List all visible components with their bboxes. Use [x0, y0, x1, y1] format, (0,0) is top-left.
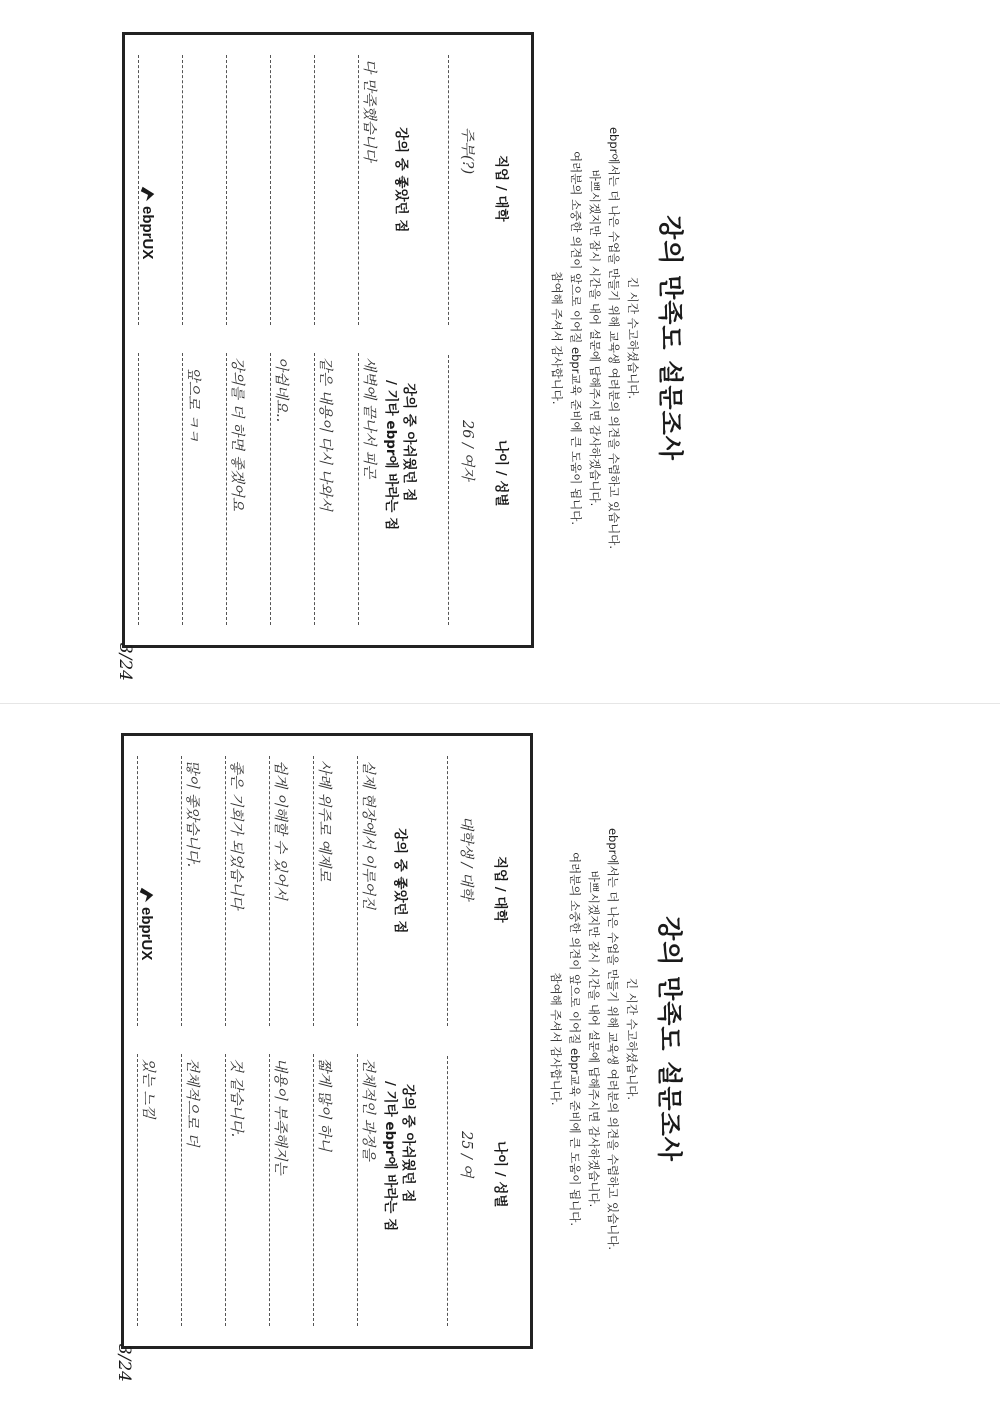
bad-handwritten-line: 전체적인 과정을 — [360, 1058, 376, 1161]
age-label: 나이 / 성별 — [492, 1141, 508, 1208]
bad-answer-line — [138, 353, 139, 625]
good-handwritten-line: 많이 좋았습니다. — [184, 760, 200, 868]
survey-form-1 — [115, 20, 702, 681]
good-handwritten-line: 좋은 기회가 되었습니다 — [228, 760, 244, 910]
good-answer-line — [357, 756, 358, 1026]
intro-line: 참여해 주셔서 감사합니다. — [550, 271, 564, 405]
good-answer-line — [314, 55, 315, 325]
bad-handwritten-line: 같은 내용이 다시 나와서 — [317, 357, 333, 511]
bad-handwritten-line: 내용이 부족해지는 — [272, 1058, 288, 1175]
good-answer-line — [226, 55, 227, 325]
job-answer-line — [448, 55, 449, 325]
good-points-label: 강의 중 좋았던 점 — [393, 127, 409, 233]
bad-answer-line — [137, 1054, 138, 1326]
bad-answer-line — [225, 1054, 226, 1326]
job-label: 직업 / 대학 — [492, 856, 508, 923]
survey-title: 강의 만족도 설문조사 — [656, 215, 685, 461]
good-answer-line — [181, 756, 182, 1026]
survey-response-box — [115, 32, 534, 681]
bad-handwritten-line: 것 같습니다. — [228, 1058, 244, 1138]
bad-handwritten-line: 있는 느낌 — [140, 1058, 156, 1119]
logo-text: ebprUX — [139, 206, 157, 260]
bad-points-sublabel: / 기타 ebpr에 바라는 점 — [383, 380, 399, 531]
bad-answer-line — [269, 1054, 270, 1326]
intro-line: 참여해 주셔서 감사합니다. — [549, 972, 563, 1106]
good-answer-line — [358, 55, 359, 325]
bad-points-label: 강의 중 아쉬웠던 점 — [400, 1084, 416, 1203]
survey-form-2 — [114, 721, 701, 1382]
survey-response-box — [114, 733, 533, 1382]
good-answer-line — [270, 55, 271, 325]
age-handwritten-value: 25 / 여 — [458, 1131, 474, 1178]
intro-line: 여러분의 소중한 의견이 앞으로 이어질 ebpr교육 준비에 큰 도움이 됩니다. — [569, 150, 583, 525]
bad-handwritten-line: 짧게 많이 하니 — [316, 1058, 332, 1152]
bird-logo-icon — [139, 185, 157, 203]
intro-line: 바쁘시겠지만 잠시 시간을 내어 설문에 답해주시면 감사하겠습니다. — [588, 169, 602, 507]
bad-handwritten-line: 앞으로 ㅋㅋ — [185, 367, 201, 442]
good-handwritten-line: 다 만족했습니다 — [361, 59, 377, 162]
intro-line: 여러분의 소중한 의견이 앞으로 이어질 ebpr교육 준비에 큰 도움이 됩니다. — [568, 851, 582, 1226]
ebpr-logo — [138, 886, 156, 960]
survey-intro — [546, 721, 641, 1357]
bad-answer-line — [314, 353, 315, 625]
bad-handwritten-line: 전체적으로 더 — [184, 1058, 200, 1147]
good-handwritten-line: 실제 현장에서 이루어진 — [360, 760, 376, 910]
bad-handwritten-line: 새벽에 끝나서 피곤 — [361, 357, 377, 479]
good-answer-line — [182, 55, 183, 325]
bad-answer-line — [313, 1054, 314, 1326]
bad-answer-line — [357, 1054, 358, 1326]
bad-answer-line — [181, 1054, 182, 1326]
job-answer-line — [447, 756, 448, 1026]
good-points-label: 강의 중 좋았던 점 — [392, 828, 408, 934]
intro-line: ebpr에서는 더 나은 수업을 만들기 위해 교육생 여러분의 의견을 수렴하고 있습니다. — [607, 126, 621, 550]
bird-logo-icon — [138, 886, 156, 904]
age-label: 나이 / 성별 — [493, 440, 509, 507]
bad-answer-line — [226, 353, 227, 625]
page-fold-line — [0, 703, 1000, 704]
age-answer-line — [448, 355, 449, 625]
intro-line: ebpr에서는 더 나은 수업을 만들기 위해 교육생 여러분의 의견을 수렴하고 있습니다. — [606, 827, 620, 1251]
page-number: 3/24 — [114, 1343, 134, 1382]
survey-title: 강의 만족도 설문조사 — [655, 916, 684, 1162]
page-number: 3/24 — [115, 642, 135, 681]
logo-text: ebprUX — [138, 907, 156, 961]
job-label: 직업 / 대학 — [493, 155, 509, 222]
bad-handwritten-line: 아쉽네요.. — [273, 357, 289, 423]
bad-points-label: 강의 중 아쉬웠던 점 — [401, 383, 417, 502]
good-answer-line — [269, 756, 270, 1026]
good-handwritten-line: 쉽게 이해할 수 있어서 — [272, 760, 288, 900]
intro-line: 바쁘시겠지만 잠시 시간을 내어 설문에 답해주시면 감사하겠습니다. — [587, 870, 601, 1208]
good-handwritten-line: 사례 위주로 예제로 — [316, 760, 332, 882]
bad-answer-line — [270, 353, 271, 625]
bad-handwritten-line: 강의를 더 하면 좋겠어요 — [229, 357, 245, 511]
intro-line: 긴 시간 수고하셨습니다. — [625, 977, 639, 1101]
bad-points-sublabel: / 기타 ebpr에 바라는 점 — [382, 1081, 398, 1232]
job-handwritten-value: 주부(?) — [459, 127, 475, 175]
bad-answer-line — [358, 353, 359, 625]
survey-intro — [547, 20, 642, 656]
good-answer-line — [313, 756, 314, 1026]
age-handwritten-value: 26 / 여자 — [459, 420, 475, 481]
job-handwritten-value: 대학생 / 대학 — [458, 816, 474, 901]
intro-line: 긴 시간 수고하셨습니다. — [626, 276, 640, 400]
ebpr-logo — [139, 185, 157, 259]
age-answer-line — [447, 1056, 448, 1326]
bad-answer-line — [182, 353, 183, 625]
good-answer-line — [225, 756, 226, 1026]
